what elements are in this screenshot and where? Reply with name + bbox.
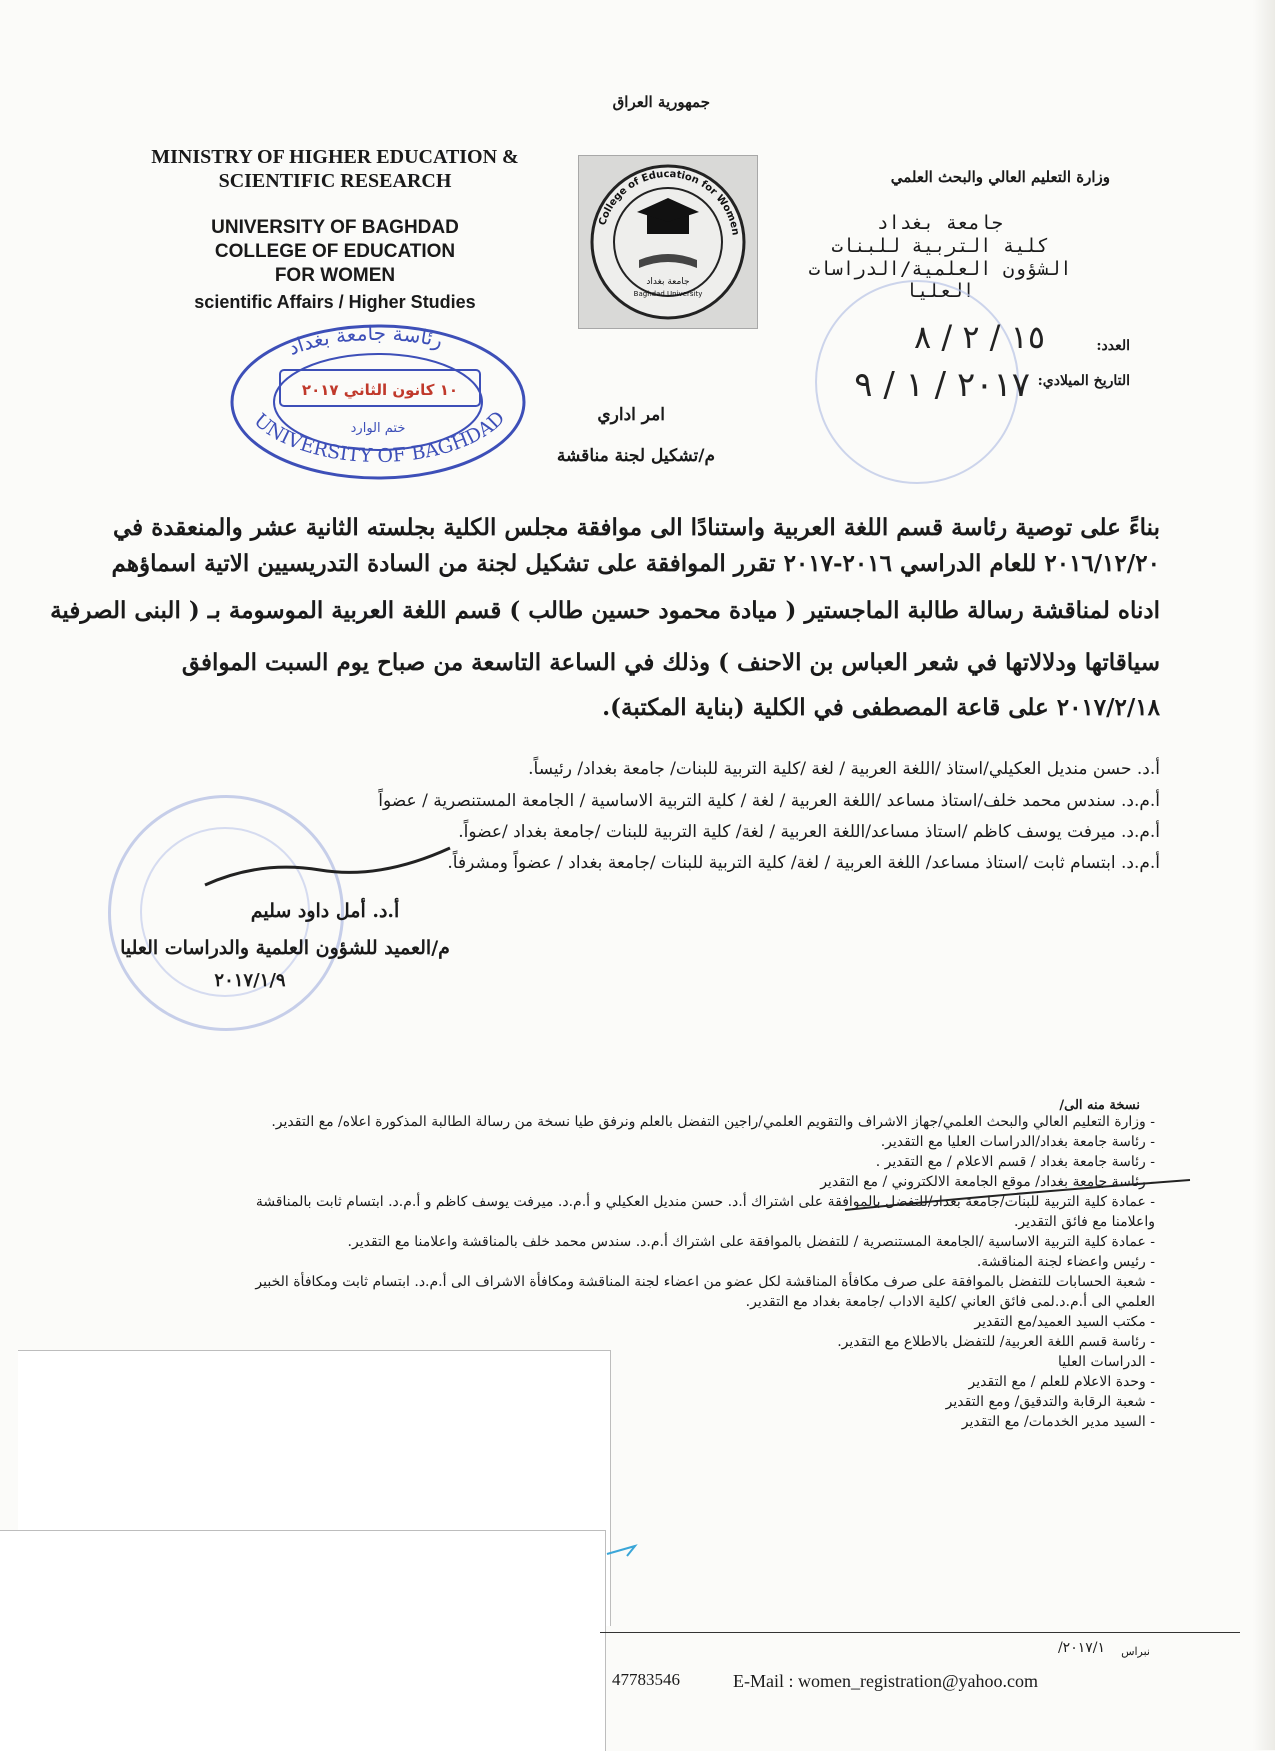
university-ar: جامعة بغداد [877,212,1003,234]
body-line-2: ٢٠١٦/١٢/٢٠ للعام الدراسي ٢٠١٦-٢٠١٧ تقرر الموافقة على تشكيل لجنة من السادة التدريسيين الاتية اسماؤهم [111,550,1160,577]
number-label: العدد: [1096,338,1130,354]
copy-item: واعلامنا مع فائق التقدير. [1013,1214,1155,1230]
logo-ring-text: College of Education for Women [597,168,741,237]
copy-item: - شعبة الرقابة والتدقيق/ ومع التقدير [945,1394,1155,1410]
footer-email: E-Mail : women_registration@yahoo.com [733,1671,1039,1691]
copy-item: - رئيس واعضاء لجنة المناقشة. [976,1254,1155,1270]
copy-item: - رئاسة قسم اللغة العربية/ للتفضل بالاطلاع مع التقدير. [837,1334,1155,1350]
date-label: التاريخ الميلادي: [1037,373,1130,389]
stamp-ring-ar: رئاسة جامعة بغداد [284,322,446,360]
footer-typist: نبراس [1121,1645,1150,1658]
order-subject: م/تشكيل لجنة مناقشة [556,446,715,466]
signature-title: م/العميد للشؤون العلمية والدراسات العليا [120,937,450,959]
copies-heading: نسخة منه الى/ [1059,1098,1140,1113]
stamp-inner-ar: ختم الوارد [350,421,406,436]
university-en: UNIVERSITY OF BAGHDAD [211,217,459,238]
copy-item: - عمادة كلية التربية للبنات/جامعة بغداد/للتفضل بالموافقة على اشتراك أ.د. حسن منديل العكيلي و أ.م.د. ميرفت يوسف كاظم و أ.م.د. ابتسام ثابت بالمناقشة [255,1194,1155,1210]
logo-ar-bottom: جامعة بغداد [646,277,690,287]
ministry-en-line-2: SCIENTIFIC RESEARCH [218,170,452,192]
copy-item: العلمي الى أ.م.د.لمى فائق العاني /كلية الاداب /جامعة بغداد مع التقدير. [745,1294,1155,1310]
stamp-date: ١٠ كانون الثاني ٢٠١٧ [301,381,459,399]
blue-mark-icon [605,1542,641,1558]
footer-phone: 47783546 [612,1670,680,1689]
copy-item: - شعبة الحسابات للتفضل بالموافقة على صرف مكافأة المناقشة لكل عضو من اعضاء لجنة المناقشة ومكافأة الاشراف الى أ.م.د. ابتسام ثابت ومكافأة الخبير [255,1274,1155,1290]
department-en: scientific Affairs / Higher Studies [194,292,476,312]
copy-item: - وزارة التعليم العالي والبحث العلمي/جهاز الاشراف والتقويم العلمي/راجين التفضل بالعلم ونرفق طيا نسخة من رسالة الطالبة المذكورة اعلاه/ مع التقدير. [271,1114,1155,1130]
committee-member-1: أ.د. حسن منديل العكيلي/استاذ /اللغة العربية / لغة /كلية التربية للبنات/ جامعة بغداد/ رئيساً. [528,759,1160,779]
body-line-5: ٢٠١٧/٢/١٨ على قاعة المصطفى في الكلية (بناية المكتبة). [602,694,1160,721]
copy-item: - عمادة كلية التربية الاساسية /الجامعة المستنصرية / للتفضل بالموافقة على اشتراك أ.م.د. سندس محمد خلف بالمناقشة واعلامنا مع التقدير. [347,1234,1155,1250]
committee-member-3: أ.م.د. ميرفت يوسف كاظم /استاذ مساعد/اللغة العربية / لغة/ كلية التربية للبنات /جامعة بغداد /عضواً. [458,822,1160,842]
svg-text:UNIVERSITY OF BAGHDAD [250,407,510,467]
signature-date: ٢٠١٧/١/٩ [214,970,286,991]
copy-item: - رئاسة جامعة بغداد/ موقع الجامعة الالكتروني / مع التقدير [820,1174,1155,1190]
number-value: ١٥ / ٢ / ٨ [914,318,1045,356]
ministry-ar: وزارة التعليم العالي والبحث العلمي [890,168,1110,186]
stamp-ring-en: UNIVERSITY OF BAGHDAD [249,406,510,468]
ministry-en-line-1: MINISTRY OF HIGHER EDUCATION & [151,146,519,168]
footer-date: ٢٠١٧/١/ [1057,1640,1105,1656]
college-logo [578,155,758,329]
copy-item: - رئاسة جامعة بغداد/الدراسات العليا مع التقدير. [880,1134,1155,1150]
copy-item: - الدراسات العليا [1058,1354,1155,1370]
committee-member-4: أ.م.د. ابتسام ثابت /استاذ مساعد/ اللغة العربية / لغة/ كلية التربية للبنات /جامعة بغداد / عضواً ومشرفاً. [447,853,1160,873]
college-seal-icon [579,156,757,328]
body-line-4: سياقاتها ودلالاتها في شعر العباس بن الاحنف ) وذلك في الساعة التاسعة من صباح يوم السبت الموافق [181,649,1160,676]
logo-en-bottom: Baghdad University [633,290,703,298]
ink-line-icon [840,1175,1200,1215]
signature-name: أ.د. أمل داود سليم [250,900,400,922]
department-ar: الشؤون العلمية/الدراسات العليا [808,258,1072,302]
committee-member-2: أ.م.د. سندس محمد خلف/استاذ مساعد /اللغة العربية / لغة / كلية التربية الاساسية / الجامعة المستنصرية / عضواً [378,791,1160,811]
country-label: جمهورية العراق [612,93,710,111]
paper-cover-lower [0,1530,606,1751]
body-line-3: ادناه لمناقشة رسالة طالبة الماجستير ( ميادة محمود حسين طالب ) قسم اللغة العربية الموسومة بـ ( البنى الصرفية [50,597,1160,624]
copy-item: - مكتب السيد العميد/مع التقدير [974,1314,1155,1330]
scan-edge [1253,0,1275,1750]
signature-scribble-icon [200,840,460,900]
copy-item: - وحدة الاعلام للعلم / مع التقدير [968,1374,1155,1390]
oval-stamp-icon [228,322,528,482]
copy-item: - رئاسة جامعة بغداد / قسم الاعلام / مع التقدير . [875,1154,1155,1170]
college-en-line-2: FOR WOMEN [274,265,396,286]
date-value: ٢٠١٧ / ١ / ٩ [854,365,1030,405]
college-en-line-1: COLLEGE OF EDUCATION [214,241,456,262]
footer-divider [600,1632,1240,1633]
copy-item: - السيد مدير الخدمات/ مع التقدير [961,1414,1155,1430]
university-stamp [228,322,528,482]
college-ar: كلية التربية للبنات [831,235,1049,257]
body-line-1: بناءً على توصية رئاسة قسم اللغة العربية واستنادًا الى موافقة مجلس الكلية بجلسته الثانية عشر والمنعقدة في [113,514,1160,541]
order-title: امر اداري [597,405,665,425]
